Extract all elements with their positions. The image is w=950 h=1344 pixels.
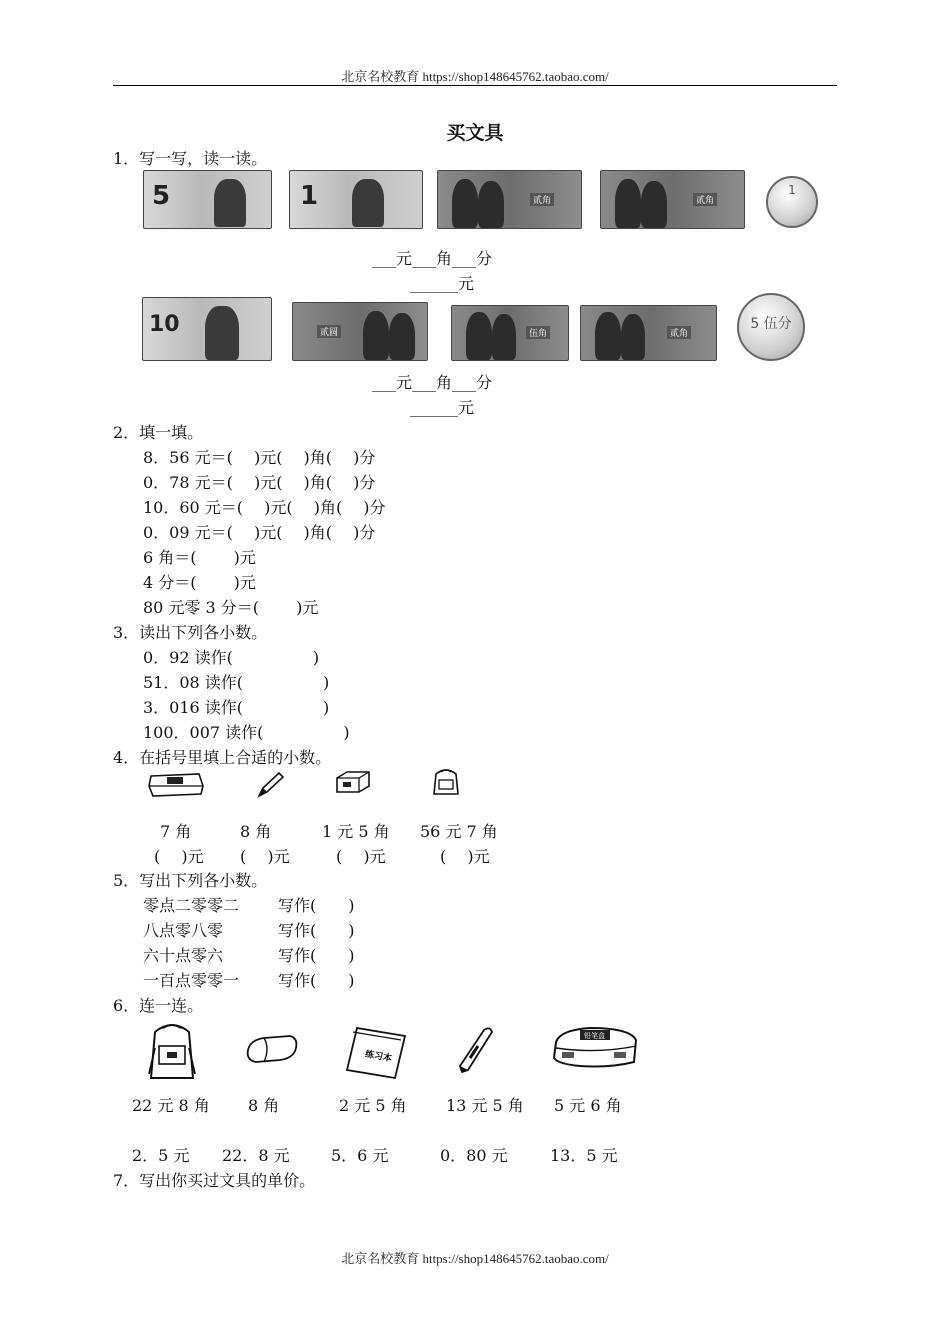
- banknote-2-jiao-c: 贰角: [580, 305, 717, 361]
- page-title: 买文具: [446, 122, 504, 144]
- coin-1-fen: 1: [766, 176, 818, 228]
- question-5-label: 5．写出下列各小数。: [113, 871, 268, 890]
- q3-line: 100．007 读作( ): [143, 723, 350, 742]
- q3-line: 51．08 读作( ): [143, 673, 330, 692]
- q5-word: 一百点零零一: [143, 971, 240, 990]
- banknote-10-yuan: 10: [142, 297, 272, 361]
- q2-line: 6 角＝( )元: [143, 548, 256, 567]
- q5-word: 八点零八零: [143, 921, 224, 940]
- q2-line: 0．09 元＝( )元( )角( )分: [143, 523, 376, 542]
- q1-row2-blank-yuan: ______元: [410, 398, 475, 417]
- q4-answer: ( )元: [440, 847, 490, 866]
- q5-word: 零点二零零二: [143, 896, 240, 915]
- pen-icon: [456, 1024, 496, 1076]
- q1-row2-blank-yjf: ___元___角___分: [372, 373, 493, 392]
- svg-text:铅笔盒: 铅笔盒: [584, 1032, 605, 1040]
- q6-price-top: 13 元 5 角: [446, 1096, 524, 1115]
- banknote-5-yuan: 5: [143, 170, 272, 229]
- page-footer: 北京名校教育 https://shop148645762.taobao.com/: [341, 1251, 609, 1266]
- q4-price: 56 元 7 角: [420, 822, 498, 841]
- question-7-label: 7．写出你买过文具的单价。: [113, 1171, 316, 1190]
- pencil-icon: [255, 770, 285, 798]
- q6-price-top: 5 元 6 角: [554, 1096, 622, 1115]
- question-3-label: 3．读出下列各小数。: [113, 623, 268, 642]
- question-1-label: 1．写一写，读一读。: [113, 149, 268, 168]
- eraser-icon: [244, 1032, 300, 1066]
- question-4-label: 4．在括号里填上合适的小数。: [113, 748, 332, 767]
- q2-line: 8．56 元＝( )元( )角( )分: [143, 448, 376, 467]
- notebook-icon: [343, 1022, 411, 1082]
- q1-row1-blank-yuan: ______元: [410, 274, 475, 293]
- q4-answer: ( )元: [240, 847, 290, 866]
- q6-price-top: 22 元 8 角: [132, 1096, 210, 1115]
- question-6-label: 6．连一连。: [113, 996, 204, 1015]
- banknote-5-jiao: 伍角: [451, 305, 569, 361]
- question-2-label: 2．填一填。: [113, 423, 204, 442]
- q5-write: 写作( ): [278, 971, 355, 990]
- svg-text:练习本: 练习本: [364, 1049, 393, 1065]
- q6-price-bottom: 0．80 元: [440, 1146, 508, 1165]
- q5-write: 写作( ): [278, 921, 355, 940]
- q4-price: 7 角: [160, 822, 192, 841]
- q4-price: 8 角: [240, 822, 272, 841]
- q3-line: 0．92 读作( ): [143, 648, 320, 667]
- header-rule: [113, 85, 837, 86]
- schoolbag-icon: [428, 766, 464, 798]
- pencil-case-icon: [145, 768, 207, 798]
- q2-line: 0．78 元＝( )元( )角( )分: [143, 473, 376, 492]
- q6-price-top: 8 角: [248, 1096, 280, 1115]
- q5-word: 六十点零六: [143, 946, 224, 965]
- q6-price-top: 2 元 5 角: [339, 1096, 407, 1115]
- q2-line: 10．60 元＝( )元( )角( )分: [143, 498, 386, 517]
- q5-write: 写作( ): [278, 896, 355, 915]
- banknote-2-yuan: 贰圆: [292, 302, 428, 361]
- q2-line: 4 分＝( )元: [143, 573, 256, 592]
- q4-answer: ( )元: [154, 847, 204, 866]
- q4-answer: ( )元: [336, 847, 386, 866]
- banknote-1-yuan: 1: [289, 170, 423, 229]
- q6-price-bottom: 22．8 元: [222, 1146, 290, 1165]
- q3-line: 3．016 读作( ): [143, 698, 330, 717]
- coin-5-fen: 5 伍分: [737, 293, 805, 361]
- banknote-2-jiao-b: 贰角: [600, 170, 745, 229]
- q6-price-bottom: 2．5 元: [132, 1146, 190, 1165]
- q5-write: 写作( ): [278, 946, 355, 965]
- banknote-2-jiao-a: 贰角: [437, 170, 582, 229]
- q6-price-bottom: 13．5 元: [550, 1146, 618, 1165]
- schoolbag-icon: [143, 1018, 201, 1082]
- q1-row1-blank-yjf: ___元___角___分: [372, 249, 493, 268]
- eraser-icon: [333, 768, 373, 794]
- q2-line: 80 元零 3 分＝( )元: [143, 598, 319, 617]
- q6-price-bottom: 5．6 元: [331, 1146, 389, 1165]
- page-header: 北京名校教育 https://shop148645762.taobao.com/: [341, 69, 609, 84]
- pencil-box-icon: [550, 1024, 642, 1070]
- q4-price: 1 元 5 角: [322, 822, 390, 841]
